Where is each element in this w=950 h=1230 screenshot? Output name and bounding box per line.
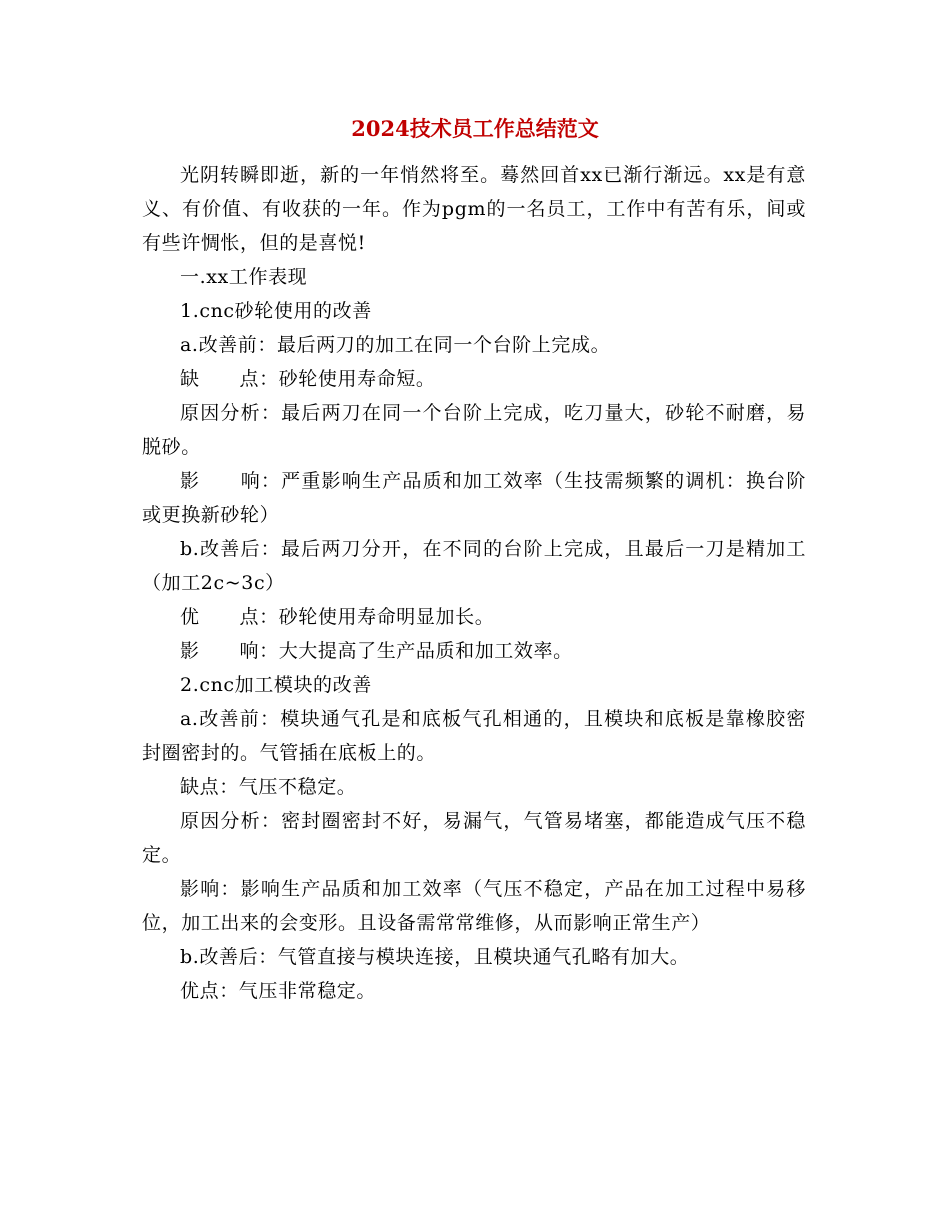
label-char-b: 响： bbox=[239, 640, 279, 662]
label-char-a: 影 bbox=[180, 470, 201, 492]
label-text: 大大提高了生产品质和加工效率。 bbox=[278, 640, 573, 662]
paragraph-impact-3: 影响：影响生产品质和加工效率（气压不稳定，产品在加工过程中易移位，加工出来的会变形。且设备需常常维修，从而影响正常生产） bbox=[142, 878, 806, 934]
label-char-a: 优 bbox=[180, 606, 200, 628]
paragraph-after-1: b.改善后：最后两刀分开，在不同的台阶上完成，且最后一刀是精加工（加工2c~3c） bbox=[142, 538, 806, 594]
paragraph-advantage-1 bbox=[142, 600, 806, 634]
paragraph-before-1: a.改善前：最后两刀的加工在同一个台阶上完成。 bbox=[180, 334, 611, 356]
subsection-heading-1: 1.cnc砂轮使用的改善 bbox=[180, 300, 372, 322]
label-char-b: 响： bbox=[240, 470, 282, 492]
document-title: 2024技术员工作总结范文 bbox=[351, 116, 599, 141]
label-char-a: 影 bbox=[180, 640, 200, 662]
paragraph-cause-2: 原因分析：密封圈密封不好，易漏气，气管易堵塞，都能造成气压不稳定。 bbox=[142, 810, 806, 866]
paragraph-impact-1 bbox=[142, 464, 806, 532]
paragraph-before-2: a.改善前：模块通气孔是和底板气孔相通的，且模块和底板是靠橡胶密封圈密封的。气管插在底板上的。 bbox=[142, 708, 806, 764]
label-char-b: 点： bbox=[239, 368, 279, 390]
label-char-b: 点： bbox=[239, 606, 279, 628]
paragraph-impact-2 bbox=[142, 634, 806, 668]
label-text: 严重影响生产品质和加工效率（生技需频繁的调机：换台阶或更换新砂轮） bbox=[142, 470, 806, 526]
paragraph-drawback-2: 缺点：气压不稳定。 bbox=[180, 776, 357, 798]
label-text: 砂轮使用寿命明显加长。 bbox=[278, 606, 495, 628]
paragraph-intro: 光阴转瞬即逝，新的一年悄然将至。蓦然回首xx已渐行渐远。xx是有意义、有价值、有收获的一年。作为pgm的一名员工，工作中有苦有乐，间或有些许惆怅，但的是喜悦! bbox=[142, 164, 806, 254]
paragraph-cause-1: 原因分析：最后两刀在同一个台阶上完成，吃刀量大，砂轮不耐磨，易脱砂。 bbox=[142, 402, 806, 458]
paragraph-drawback-1 bbox=[142, 362, 806, 396]
label-text: 砂轮使用寿命短。 bbox=[278, 368, 436, 390]
label-char-a: 缺 bbox=[180, 368, 200, 390]
paragraph-after-2: b.改善后：气管直接与模块连接，且模块通气孔略有加大。 bbox=[180, 946, 690, 968]
paragraph-advantage-2: 优点：气压非常稳定。 bbox=[180, 980, 377, 1002]
section-heading-1: 一.xx工作表现 bbox=[180, 266, 308, 288]
subsection-heading-2: 2.cnc加工模块的改善 bbox=[180, 674, 372, 696]
document-body bbox=[142, 158, 806, 1008]
